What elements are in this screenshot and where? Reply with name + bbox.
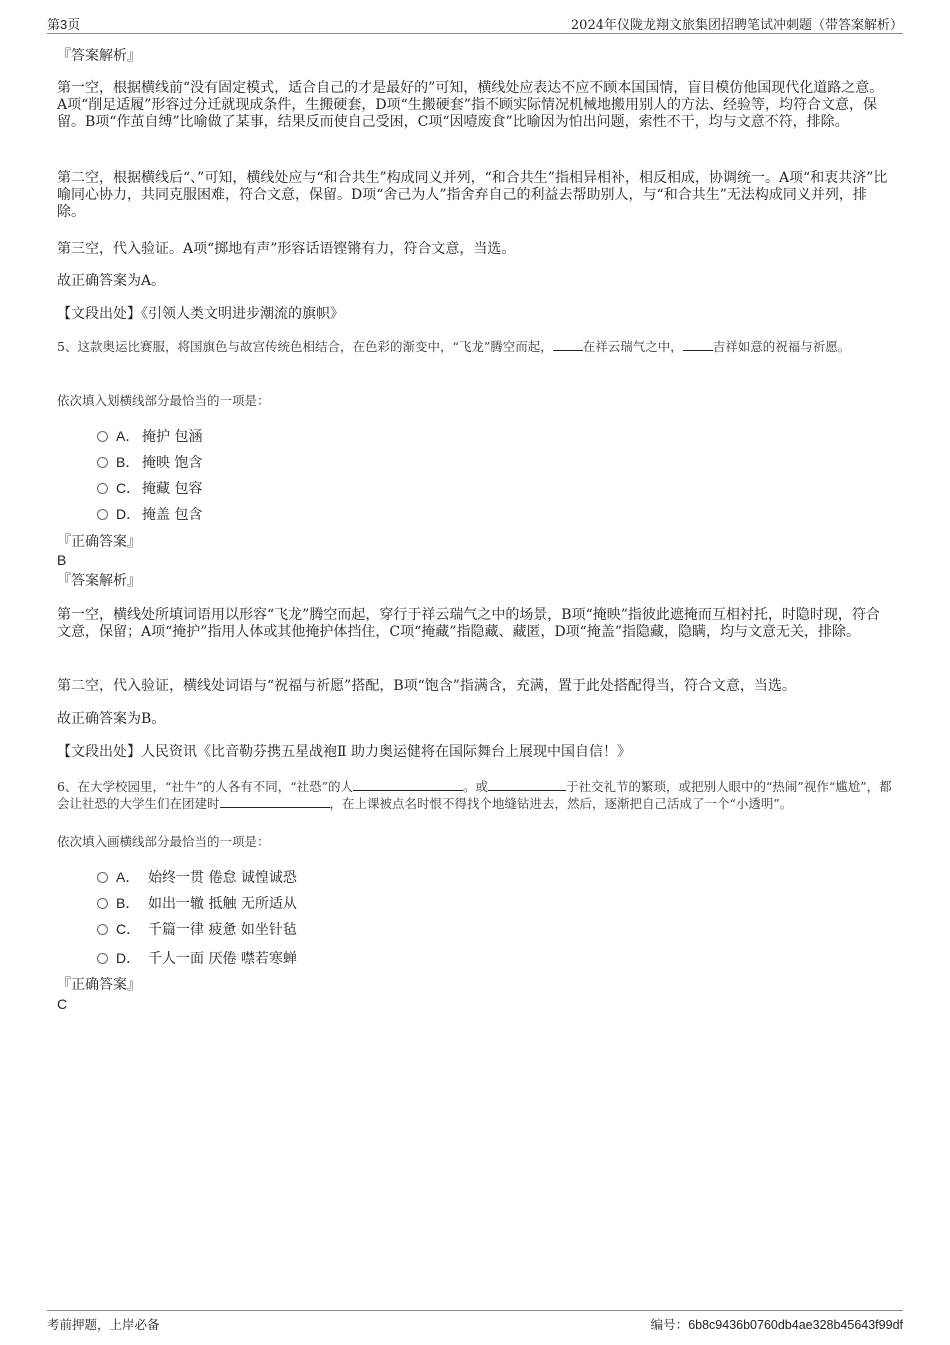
q6-instruction: 依次填入画横线部分最恰当的一项是： (57, 834, 270, 849)
q5-analysis-label: 『答案解析』 (57, 573, 141, 589)
q6-option-a[interactable]: A． 始终一贯 倦怠 诚惶诚恐 (97, 867, 297, 887)
q5-conclusion: 故正确答案为B。 (57, 711, 166, 727)
q6-option-b[interactable]: B． 如出一辙 抵触 无所适从 (97, 893, 297, 913)
radio-icon[interactable] (97, 431, 108, 442)
page-footer (47, 1310, 903, 1333)
q4-analysis-para2: 第二空，根据横线后“、”可知，横线处应与“和合共生”构成同义并列，“和合共生”指相异相补，相反相成，协调统一。A项“和衷共济”比喻同心协力，共同克服困难，符合文意，保留。D项“舍己为人”指舍弃自己的利益去帮助别人，与“和合共生”无法构成同义并列，排除。 (57, 170, 888, 220)
document-title: 2024年仪陇龙翔文旅集团招聘笔试冲刺题（带答案解析） (570, 18, 903, 33)
q5-option-c[interactable]: C． 掩藏 包容 (97, 478, 202, 498)
q5-blank-1 (553, 338, 583, 351)
q5-instruction: 依次填入划横线部分最恰当的一项是： (57, 393, 270, 408)
radio-icon[interactable] (97, 898, 108, 909)
radio-icon[interactable] (97, 509, 108, 520)
footer-slogan: 考前押题，上岸必备 (47, 1317, 160, 1332)
q5-option-b[interactable]: B． 掩映 饱含 (97, 452, 202, 472)
q6-answer: C (57, 996, 68, 1012)
q6-stem: 6、在大学校园里，“社牛”的人各有不同，“社恐”的人 。或 于社交礼节的繁琐，或把别人眼中的“热闹”视作“尴尬”，都会让社恐的大学生们在团建时 ，在上课被点名时恨不得找个地缝钻进去，然后，逐渐把自己活成了一个“小透明”。 (57, 779, 892, 811)
q6-blank-3 (220, 795, 330, 808)
q5-option-d[interactable]: D． 掩盖 包含 (97, 504, 202, 524)
q6-option-d[interactable]: D． 千人一面 厌倦 噤若寒蝉 (97, 948, 297, 968)
radio-icon[interactable] (97, 924, 108, 935)
q4-source: 【文段出处】《引领人类文明进步潮流的旗帜》 (57, 306, 344, 322)
q5-source: 【文段出处】人民资讯《比音勒芬携五星战袍Ⅱ 助力奥运健将在国际舞台上展现中国自信！》 (57, 744, 631, 760)
q4-analysis-para3: 第三空，代入验证。A项“掷地有声”形容话语铿锵有力，符合文意，当选。 (57, 241, 516, 257)
radio-icon[interactable] (97, 872, 108, 883)
q6-blank-1 (353, 778, 463, 791)
q5-stem: 5、这款奥运比赛服，将国旗色与故宫传统色相结合，在色彩的渐变中，“飞龙”腾空而起， 在祥云瑞气之中， 吉祥如意的祝福与祈愿。 (57, 339, 851, 354)
radio-icon[interactable] (97, 483, 108, 494)
q5-analysis-para1: 第一空，横线处所填词语用以形容“飞龙”腾空而起，穿行于祥云瑞气之中的场景，B项“掩映”指彼此遮掩而互相衬托，时隐时现，符合文意，保留；A项“掩护”指用人体或其他掩护体挡住，C项“掩藏”指隐藏、藏匿，D项“掩盖”指隐藏，隐瞒，均与文意无关，排除。 (57, 607, 880, 640)
radio-icon[interactable] (97, 953, 108, 964)
q6-answer-label: 『正确答案』 (57, 977, 141, 993)
footer-code: 编号：6b8c9436b0760db4ae328b45643f99df (650, 1317, 903, 1332)
q5-answer: B (57, 552, 67, 568)
page-header (47, 14, 903, 34)
radio-icon[interactable] (97, 457, 108, 468)
q4-analysis-para1: 第一空，根据横线前“没有固定模式，适合自己的才是最好的”可知，横线处应表达不应不顾本国国情，盲目模仿他国现代化道路之意。A项“削足适履”形容过分迁就现成条件，生搬硬套，D项“生搬硬套”指不顾实际情况机械地搬用别人的方法、经验等，均符合文意，保留。B项“作茧自缚”比喻做了某事，结果反而使自己受困，C项“因噎废食”比喻因为怕出问题，索性不干，均与文意不符，排除。 (57, 80, 884, 130)
q4-analysis-label: 『答案解析』 (57, 48, 141, 64)
q5-answer-label: 『正确答案』 (57, 534, 141, 550)
q6-blank-2 (488, 778, 566, 791)
q4-conclusion: 故正确答案为A。 (57, 273, 166, 289)
q5-blank-2 (683, 338, 713, 351)
page-number: 第3页 (47, 17, 81, 32)
q6-option-c[interactable]: C． 千篇一律 疲惫 如坐针毡 (97, 919, 297, 939)
q5-option-a[interactable]: A． 掩护 包涵 (97, 426, 202, 446)
q5-analysis-para2: 第二空，代入验证，横线处词语与“祝福与祈愿”搭配，B项“饱含”指满含，充满，置于此处搭配得当，符合文意，当选。 (57, 678, 796, 694)
